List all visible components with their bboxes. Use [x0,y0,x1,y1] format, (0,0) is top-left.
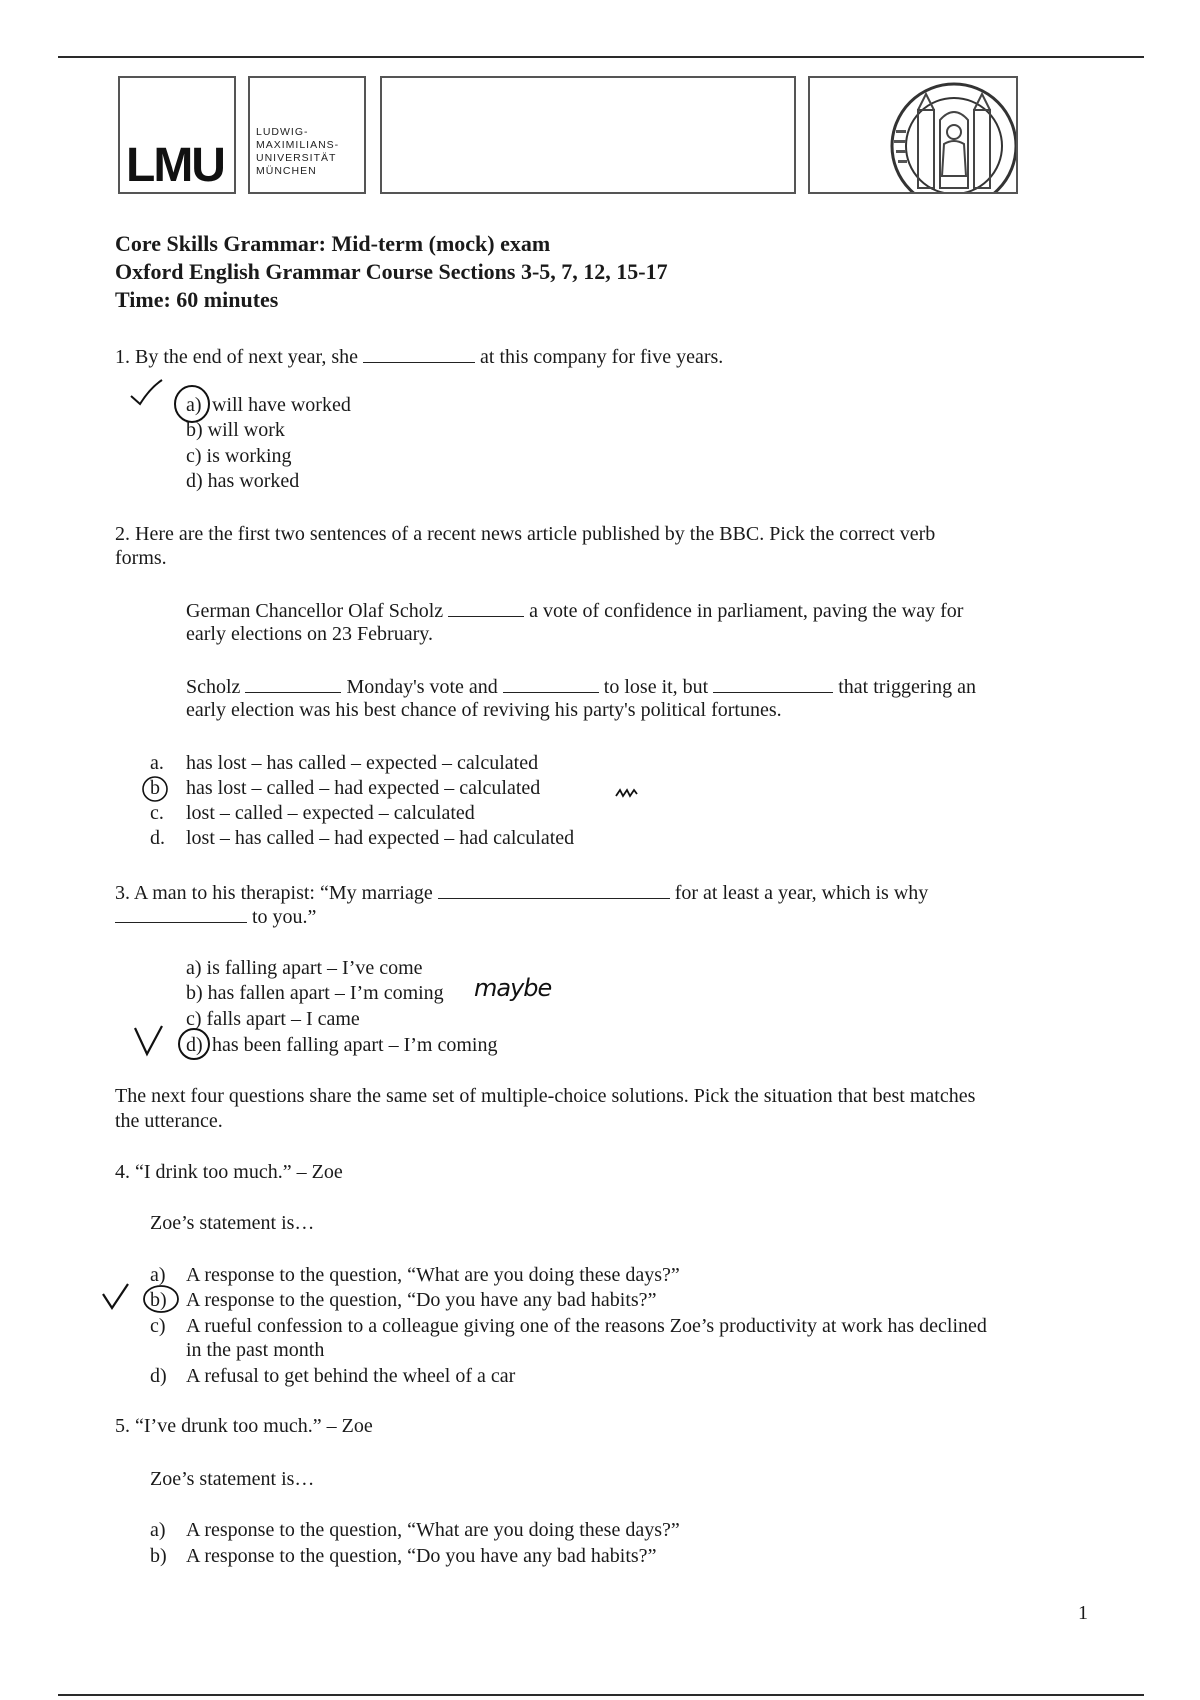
exam-subtitle: Oxford English Grammar Course Sections 3-5, 7, 12, 15-17 [115,259,668,284]
answer-circle-icon [176,1026,212,1062]
q4-option-a: A response to the question, “What are you doing these days?” [186,1264,680,1286]
bottom-rule [58,1694,1144,1696]
checkmark-icon [132,1024,166,1060]
q3-stem: 3. A man to his therapist: “My marriage for at least a year, which is why [115,882,929,904]
q3-option-d-letter: d) [186,1034,203,1056]
q4-letter-b: b) [150,1289,167,1311]
handwritten-note: maybe [474,974,552,1002]
q1-option-a-letter: a) [186,394,202,416]
q5-option-b: A response to the question, “Do you have any bad habits?” [186,1545,657,1567]
q4-option-d: A refusal to get behind the wheel of a car [186,1365,516,1387]
q2-letter-b: b [150,777,160,799]
q2-letter-a: a. [150,752,164,774]
q2-letter-c: c. [150,802,164,824]
q4-letter-a: a) [150,1264,166,1286]
q1-option-d: d) has worked [186,470,300,492]
answer-circle-icon [172,384,212,424]
lmu-logo-box [118,76,236,194]
page-number: 1 [1078,1602,1088,1624]
q2-paragraph2: Scholz Monday's vote and to lose it, but that triggering an [186,676,976,698]
checkmark-icon [100,1282,132,1312]
q1-option-b: b) will work [186,419,285,441]
answer-blank [115,904,247,923]
university-seal-icon [888,80,1018,194]
intro-line1: The next four questions share the same set of multiple-choice solutions. Pick the situation that best matches [115,1085,976,1107]
q2-paragraph1: German Chancellor Olaf Scholz a vote of confidence in parliament, paving the way for [186,600,964,622]
q5-option-a: A response to the question, “What are you doing these days?” [186,1519,680,1541]
answer-blank [438,880,670,899]
answer-circle-icon [140,774,170,804]
q3-option-b: b) has fallen apart – I’m coming [186,982,444,1004]
q4-option-c-line2: in the past month [186,1339,325,1361]
q3-stem-line2: to you.” [115,904,316,929]
q2-paragraph1-line2: early elections on 23 February. [186,623,433,645]
top-rule [58,56,1144,58]
q2-stem-line2: forms. [115,547,167,569]
q4-letter-c: c) [150,1315,166,1337]
blank-logo-box [380,76,796,194]
checkmark-icon [128,378,168,408]
answer-blank [713,674,833,693]
q2-option-a: has lost – has called – expected – calculated [186,752,539,774]
exam-title: Core Skills Grammar: Mid-term (mock) exam [115,231,551,256]
q2-option-b: has lost – called – had expected – calculated [186,777,541,799]
q2-option-c: lost – called – expected – calculated [186,802,475,824]
q3-option-a: a) is falling apart – I’ve come [186,957,423,979]
q4-letter-d: d) [150,1365,167,1387]
answer-circle-icon [141,1283,181,1315]
squiggle-mark-icon [614,786,640,800]
answer-blank [448,598,524,617]
exam-time: Time: 60 minutes [115,287,279,312]
q5-lead: Zoe’s statement is… [150,1468,315,1490]
q3-option-c: c) falls apart – I came [186,1008,360,1030]
answer-blank [245,674,341,693]
q5-stem: 5. “I’ve drunk too much.” – Zoe [115,1415,373,1437]
lmu-logo: LMU [126,139,224,192]
q4-option-b: A response to the question, “Do you have any bad habits?” [186,1289,657,1311]
answer-blank [363,344,475,363]
q1-option-c: c) is working [186,445,292,467]
q4-lead: Zoe’s statement is… [150,1212,315,1234]
q2-letter-d: d. [150,827,165,849]
q5-letter-b: b) [150,1545,167,1567]
q1-option-a: will have worked [212,394,351,416]
q4-option-c: A rueful confession to a colleague giving one of the reasons Zoe’s productivity at work has declined [186,1315,987,1337]
intro-line2: the utterance. [115,1110,223,1132]
q5-letter-a: a) [150,1519,166,1541]
q3-option-d: has been falling apart – I’m coming [212,1034,498,1056]
university-name: LUDWIG- MAXIMILIANS- UNIVERSITÄT MÜNCHEN [256,126,340,177]
q2-paragraph2-line2: early election was his best chance of reviving his party's political fortunes. [186,699,782,721]
q2-stem-line1: 2. Here are the first two sentences of a recent news article published by the BBC. Pick the correct verb [115,523,936,545]
q1-stem: 1. By the end of next year, she at this company for five years. [115,346,724,368]
seal-box [808,76,1018,194]
answer-blank [503,674,599,693]
q2-option-d: lost – has called – had expected – had calculated [186,827,575,849]
university-name-box [248,76,366,194]
q4-stem: 4. “I drink too much.” – Zoe [115,1161,343,1183]
